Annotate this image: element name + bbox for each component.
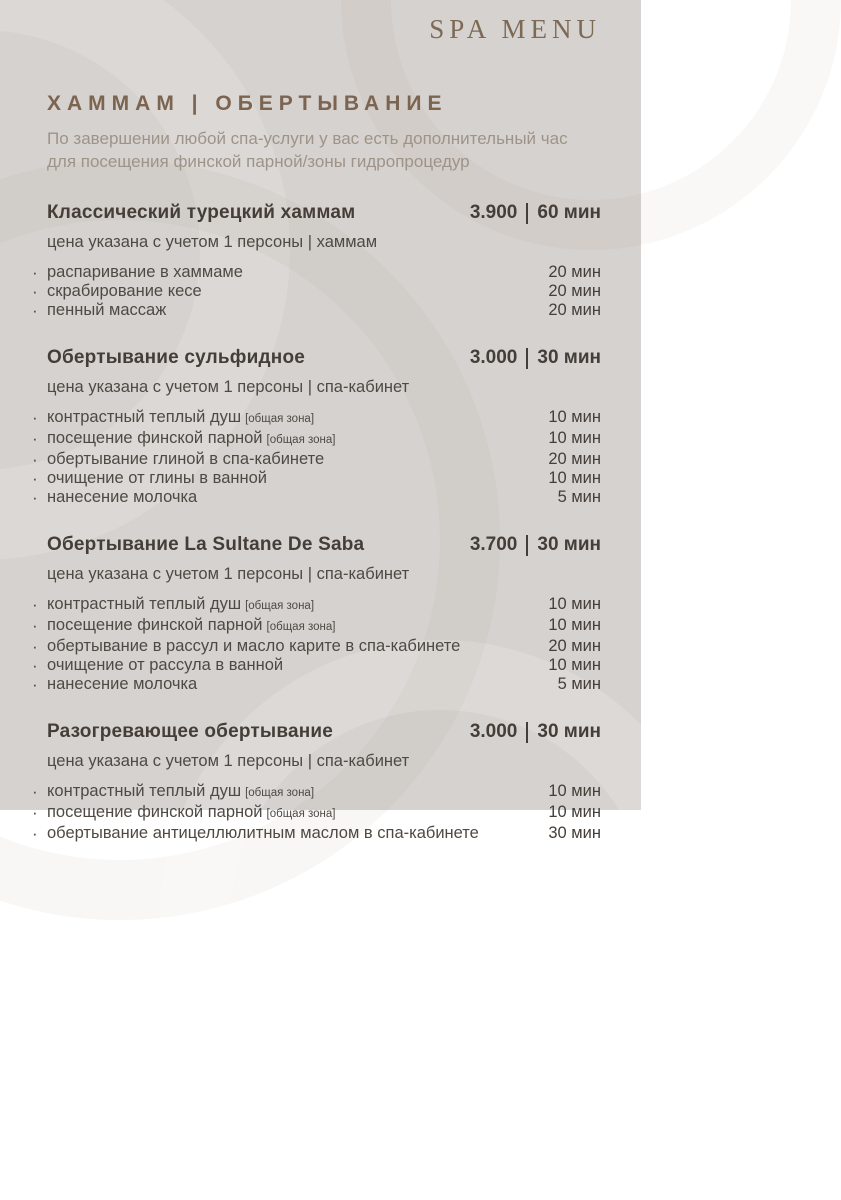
item-zone-tag: [общая зона] bbox=[245, 600, 315, 612]
item-time: 10 мин bbox=[548, 408, 601, 426]
item-label: скрабирование кесе bbox=[47, 282, 202, 300]
service-item bbox=[32, 429, 601, 450]
price-duration-divider bbox=[526, 535, 528, 556]
service-item bbox=[32, 616, 601, 637]
item-time: 5 мин bbox=[557, 675, 601, 693]
bullet-icon: · bbox=[32, 824, 38, 843]
item-zone-tag: [общая зона] bbox=[245, 787, 315, 799]
service-title: Классический турецкий хаммам bbox=[47, 202, 356, 223]
bullet-icon: · bbox=[32, 450, 38, 469]
bullet-icon: · bbox=[32, 488, 38, 507]
item-label: контрастный теплый душ bbox=[47, 408, 242, 426]
item-label-wrap bbox=[47, 824, 548, 843]
service-section bbox=[32, 347, 601, 507]
service-head bbox=[47, 534, 601, 556]
service-item bbox=[32, 301, 601, 320]
item-label-wrap bbox=[47, 656, 548, 675]
service-title: Обертывание La Sultane De Saba bbox=[47, 534, 365, 555]
item-zone-tag: [общая зона] bbox=[245, 413, 315, 425]
item-label-wrap bbox=[47, 408, 548, 429]
item-time: 20 мин bbox=[548, 637, 601, 655]
item-label-wrap bbox=[47, 488, 558, 507]
item-label: очищение от глины в ванной bbox=[47, 469, 268, 487]
price-value: 3.000 bbox=[469, 721, 518, 742]
service-note: цена указана с учетом 1 персоны | спа-кабинет bbox=[47, 378, 410, 396]
item-label-wrap bbox=[47, 675, 558, 694]
item-time: 10 мин bbox=[548, 616, 601, 634]
service-section bbox=[32, 534, 601, 694]
price-value: 3.900 bbox=[469, 202, 518, 223]
service-items bbox=[32, 263, 601, 320]
item-label: пенный массаж bbox=[47, 301, 167, 319]
item-label-wrap bbox=[47, 595, 548, 616]
service-items bbox=[32, 595, 601, 694]
service-price bbox=[470, 534, 601, 556]
item-label: контрастный теплый душ bbox=[47, 595, 242, 613]
item-label: очищение от рассула в ванной bbox=[47, 656, 284, 674]
service-item bbox=[32, 824, 601, 843]
item-label-wrap bbox=[47, 616, 548, 637]
item-time: 20 мин bbox=[548, 301, 601, 319]
service-item bbox=[32, 282, 601, 301]
item-label-wrap bbox=[47, 263, 548, 282]
item-label: посещение финской парной bbox=[47, 616, 263, 634]
item-label: контрастный теплый душ bbox=[47, 782, 242, 800]
item-label-wrap bbox=[47, 637, 548, 656]
service-item bbox=[32, 803, 601, 824]
price-duration-divider bbox=[526, 203, 528, 224]
item-label-wrap bbox=[47, 469, 548, 488]
bullet-icon: · bbox=[32, 803, 38, 822]
bullet-icon: · bbox=[32, 263, 38, 282]
brand-logo: SPA MENU bbox=[429, 14, 601, 44]
bullet-icon: · bbox=[32, 595, 38, 614]
duration-value: 30 мин bbox=[537, 721, 601, 742]
item-label-wrap bbox=[47, 782, 548, 803]
item-label: нанесение молочка bbox=[47, 488, 198, 506]
page-description: По завершении любой спа-услуги у вас есть дополнительный час для посещения финской парной/зоны гидропроцедур bbox=[47, 129, 568, 171]
service-head bbox=[47, 202, 601, 224]
price-value: 3.700 bbox=[469, 534, 518, 555]
item-zone-tag: [общая зона] bbox=[266, 434, 336, 446]
bullet-icon: · bbox=[32, 782, 38, 801]
bullet-icon: · bbox=[32, 282, 38, 301]
item-label: обертывание в рассул и масло карите в спа-кабинете bbox=[47, 637, 461, 655]
bullet-icon: · bbox=[32, 656, 38, 675]
item-time: 10 мин bbox=[548, 656, 601, 674]
service-items bbox=[32, 782, 601, 843]
bullet-icon: · bbox=[32, 469, 38, 488]
service-title: Разогревающее обертывание bbox=[47, 721, 334, 742]
bullet-icon: · bbox=[32, 429, 38, 448]
service-item bbox=[32, 782, 601, 803]
item-label: посещение финской парной bbox=[47, 429, 263, 447]
bullet-icon: · bbox=[32, 616, 38, 635]
price-value: 3.000 bbox=[469, 347, 518, 368]
duration-value: 30 мин bbox=[537, 534, 601, 555]
service-item bbox=[32, 656, 601, 675]
item-label-wrap bbox=[47, 301, 548, 320]
item-label-wrap bbox=[47, 803, 548, 824]
bullet-icon: · bbox=[32, 637, 38, 656]
service-price bbox=[470, 202, 601, 224]
item-label-wrap bbox=[47, 450, 548, 469]
item-time: 5 мин bbox=[557, 488, 601, 506]
service-item bbox=[32, 408, 601, 429]
item-label: обертывание антицеллюлитным маслом в спа-кабинете bbox=[47, 824, 479, 842]
item-time: 10 мин bbox=[548, 595, 601, 613]
service-note: цена указана с учетом 1 персоны | хаммам bbox=[47, 233, 378, 251]
item-label-wrap bbox=[47, 282, 548, 301]
item-label: посещение финской парной bbox=[47, 803, 263, 821]
item-zone-tag: [общая зона] bbox=[266, 621, 336, 633]
bullet-icon: · bbox=[32, 675, 38, 694]
service-items bbox=[32, 408, 601, 507]
service-head bbox=[47, 721, 601, 743]
item-time: 30 мин bbox=[548, 824, 601, 842]
service-section bbox=[32, 202, 601, 320]
page-title: ХАММАМ | ОБЕРТЫВАНИЕ bbox=[47, 92, 448, 115]
service-sections bbox=[32, 202, 601, 843]
service-item bbox=[32, 263, 601, 282]
service-note: цена указана с учетом 1 персоны | спа-кабинет bbox=[47, 565, 410, 583]
bullet-icon: · bbox=[32, 408, 38, 427]
service-item bbox=[32, 675, 601, 694]
item-time: 10 мин bbox=[548, 429, 601, 447]
service-item bbox=[32, 637, 601, 656]
duration-value: 30 мин bbox=[537, 347, 601, 368]
duration-value: 60 мин bbox=[537, 202, 601, 223]
item-label: нанесение молочка bbox=[47, 675, 198, 693]
service-title: Обертывание сульфидное bbox=[47, 347, 306, 368]
item-label-wrap bbox=[47, 429, 548, 450]
service-item bbox=[32, 595, 601, 616]
item-time: 20 мин bbox=[548, 282, 601, 300]
price-duration-divider bbox=[526, 348, 528, 369]
service-item bbox=[32, 488, 601, 507]
service-note: цена указана с учетом 1 персоны | спа-кабинет bbox=[47, 752, 410, 770]
item-time: 20 мин bbox=[548, 450, 601, 468]
service-item bbox=[32, 469, 601, 488]
service-item bbox=[32, 450, 601, 469]
service-head bbox=[47, 347, 601, 369]
item-time: 20 мин bbox=[548, 263, 601, 281]
service-price bbox=[470, 347, 601, 369]
item-time: 10 мин bbox=[548, 782, 601, 800]
service-section bbox=[32, 721, 601, 843]
bullet-icon: · bbox=[32, 301, 38, 320]
item-time: 10 мин bbox=[548, 803, 601, 821]
service-price bbox=[470, 721, 601, 743]
item-label: обертывание глиной в спа-кабинете bbox=[47, 450, 325, 468]
item-zone-tag: [общая зона] bbox=[266, 808, 336, 820]
item-time: 10 мин bbox=[548, 469, 601, 487]
item-label: распаривание в хаммаме bbox=[47, 263, 243, 281]
price-duration-divider bbox=[526, 722, 528, 743]
